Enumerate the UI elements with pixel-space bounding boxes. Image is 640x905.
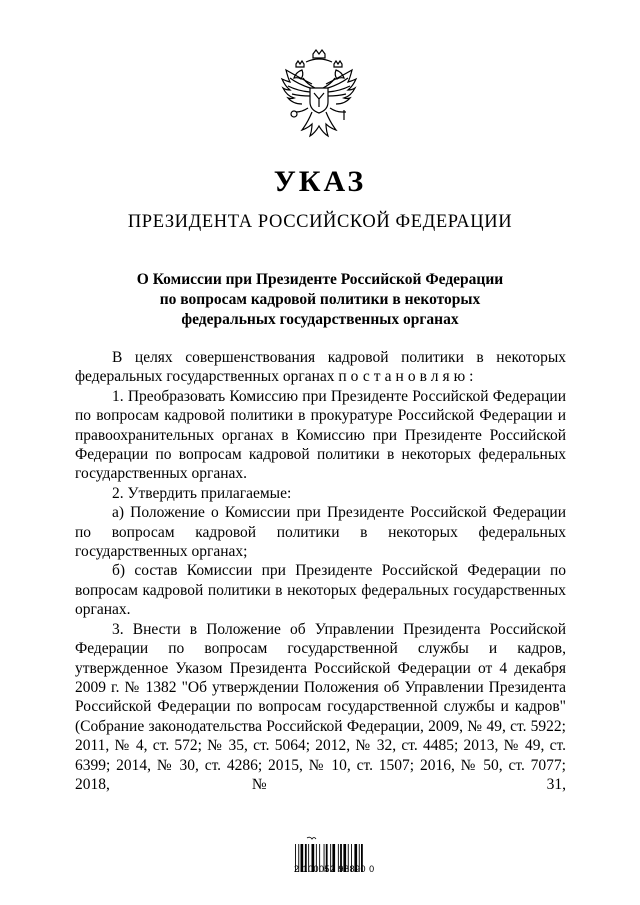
- coat-of-arms-icon: [276, 48, 362, 140]
- paragraph-1: 1. Преобразовать Комиссию при Президенте Российской Федерации по вопросам кадровой политики в прокуратуре Российской Федерации и правоохранительных органах в Комиссию при Президенте Российской Федерации по вопросам кадровой политики в некоторых федеральных государственных органах.: [75, 387, 566, 483]
- paragraph-2a: а) Положение о Комиссии при Президенте Российской Федерации по вопросам кадровой политики в некоторых федеральных государственных органах;: [75, 504, 566, 561]
- heading-line: О Комиссии при Президенте Российской Федерации: [136, 271, 504, 288]
- decree-heading: [0, 270, 640, 330]
- intro-text: В целях совершенствования кадровой политики в некоторых федеральных государственных органах: [75, 349, 566, 386]
- signature-mark: [307, 837, 316, 839]
- paragraph-2: 2. Утвердить прилагаемые:: [112, 484, 292, 502]
- barcode-number: 2 100052 98890 0: [294, 864, 375, 874]
- document-title: УКАЗ: [273, 165, 367, 198]
- decree-body: [75, 348, 566, 794]
- heading-line: по вопросам кадровой политики в некоторых: [159, 291, 481, 308]
- paragraph-3: 3. Внести в Положение об Управлении Президента Российской Федерации по вопросам государственной службы и кадров, утвержденное Указом Президента Российской Федерации от 4 декабря 2009 г. № 1382 "Об утверждении Положения об Управлении Президента Российской Федерации по вопросам государственной службы и кадров" (Собрание законодательства Российской Федерации, 2009, № 49, ст. 5922; 2011, № 4, ст. 572; № 35, ст. 5064; 2012, № 32, ст. 4485; 2013, № 49, ст. 6399; 2014, № 30, ст. 4286; 2015, № 10, ст. 1507; 2016, № 50, ст. 7077; 2018, № 31,: [75, 620, 566, 793]
- document-subtitle: ПРЕЗИДЕНТА РОССИЙСКОЙ ФЕДЕРАЦИИ: [127, 212, 513, 232]
- barcode: [293, 826, 383, 886]
- paragraph-2b: б) состав Комиссии при Президенте Российской Федерации по вопросам кадровой политики в некоторых федеральных государственных органах.: [75, 562, 566, 619]
- intro-decree-word: постановляю:: [338, 368, 478, 386]
- paragraph-intro: [75, 348, 566, 387]
- heading-line: федеральных государственных органах: [181, 311, 459, 328]
